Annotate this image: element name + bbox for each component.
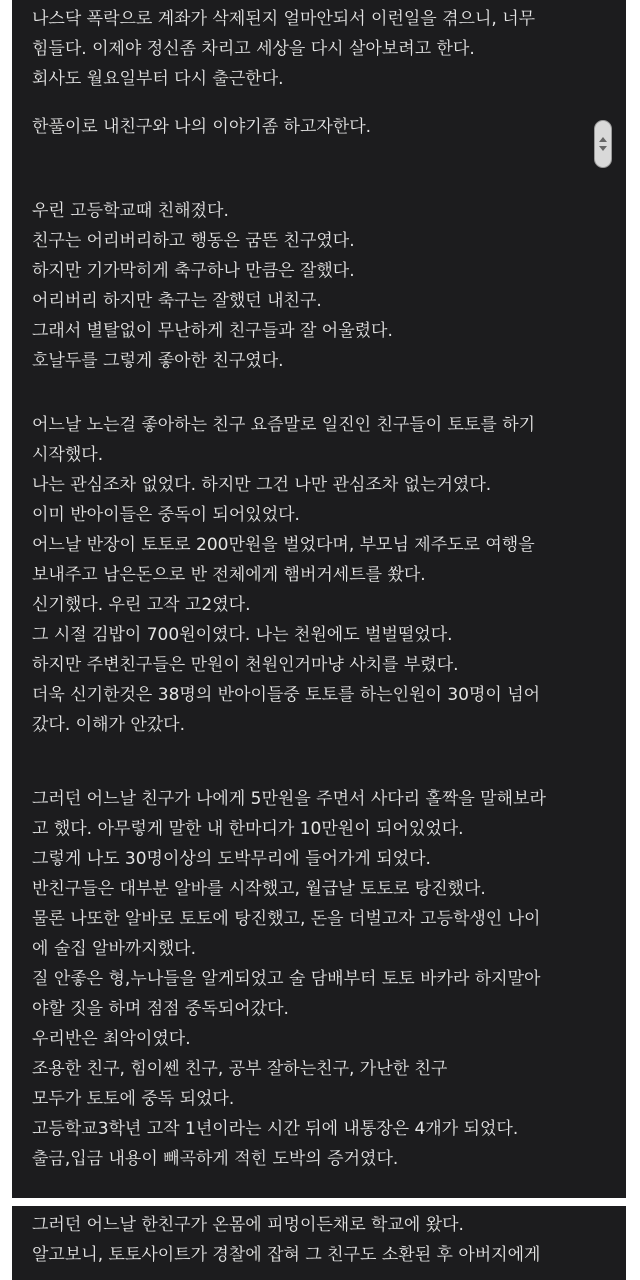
text-line: 신기했다. 우린 고작 고2였다. (32, 595, 251, 615)
text-line: 갔다. 이해가 안갔다. (32, 715, 185, 735)
text-line: 물론 나또한 알바로 토토에 탕진했고, 돈을 더벌고자 고등학생인 나이 (32, 909, 541, 929)
text-line: 시작했다. (32, 445, 104, 465)
text-line: 호날두를 그렇게 좋아한 친구였다. (32, 351, 284, 371)
chevron-down-icon (599, 146, 607, 151)
text-line: 더욱 신기한것은 38명의 반아이들중 토토를 하는인원이 30명이 넘어 (32, 685, 541, 705)
paragraph-2 (32, 112, 371, 142)
text-line: 친구는 어리버리하고 행동은 굼뜬 친구였다. (32, 231, 355, 251)
chevron-up-icon (599, 137, 607, 142)
text-line: 질 안좋은 형,누나들을 알게되었고 술 담배부터 토토 바카라 하지말아 (32, 969, 541, 989)
text-line: 이미 반아이들은 중독이 되어있었다. (32, 505, 300, 525)
post-body-panel (12, 0, 626, 1198)
text-line: 야할 짓을 하며 점점 중독되어갔다. (32, 999, 289, 1019)
text-line: 보내주고 남은돈으로 반 전체에게 햄버거세트를 쐈다. (32, 565, 426, 585)
text-line: 어느날 노는걸 좋아하는 친구 요즘말로 일진인 친구들이 토토를 하기 (32, 415, 536, 435)
scroll-handle[interactable] (594, 120, 612, 168)
text-line: 고등학교3학년 고작 1년이라는 시간 뒤에 내통장은 4개가 되었다. (32, 1119, 519, 1139)
paragraph-1 (32, 4, 535, 94)
text-line: 우린 고등학교때 친해졌다. (32, 201, 229, 221)
text-line: 회사도 월요일부터 다시 출근한다. (32, 69, 284, 89)
text-line: 에 술집 알바까지했다. (32, 939, 197, 959)
post-body-panel-continued (12, 1206, 626, 1280)
paragraph-5 (32, 784, 546, 1174)
text-line: 그렇게 나도 30명이상의 도박무리에 들어가게 되었다. (32, 849, 431, 869)
text-line: 나스닥 폭락으로 계좌가 삭제된지 얼마안되서 이런일을 겪으니, 너무 (32, 9, 536, 29)
text-line: 어리버리 하지만 축구는 잘했던 내친구. (32, 291, 322, 311)
text-line: 어느날 반장이 토토로 200만원을 벌었다며, 부모님 제주도로 여행을 (32, 535, 535, 555)
text-line: 알고보니, 토토사이트가 경찰에 잡혀 그 친구도 소환된 후 아버지에게 (32, 1245, 541, 1265)
text-line: 고 했다. 아무렇게 말한 내 한마디가 10만원이 되어있었다. (32, 819, 464, 839)
text-line: 한풀이로 내친구와 나의 이야기좀 하고자한다. (32, 117, 372, 137)
text-line: 그 시절 김밥이 700원이였다. 나는 천원에도 벌벌떨었다. (32, 625, 453, 645)
paragraph-6 (32, 1210, 540, 1270)
text-line: 하지만 주변친구들은 만원이 천원인거마냥 사치를 부렸다. (32, 655, 459, 675)
text-line: 조용한 친구, 힘이쎈 친구, 공부 잘하는친구, 가난한 친구 (32, 1059, 448, 1079)
text-line: 출금,입금 내용이 빼곡하게 적힌 도박의 증거였다. (32, 1149, 399, 1169)
paragraph-3 (32, 196, 393, 376)
text-line: 하지만 기가막히게 축구하나 만큼은 잘했다. (32, 261, 355, 281)
text-line: 우리반은 최악이였다. (32, 1029, 191, 1049)
paragraph-4 (32, 410, 540, 740)
text-line: 반친구들은 대부분 알바를 시작했고, 월급날 토토로 탕진했다. (32, 879, 486, 899)
text-line: 나는 관심조차 없었다. 하지만 그건 나만 관심조차 없는거였다. (32, 475, 492, 495)
text-line: 모두가 토토에 중독 되었다. (32, 1089, 235, 1109)
text-line: 힘들다. 이제야 정신좀 차리고 세상을 다시 살아보려고 한다. (32, 39, 475, 59)
text-line: 그러던 어느날 친구가 나에게 5만원을 주면서 사다리 홀짝을 말해보라 (32, 789, 546, 809)
text-line: 그래서 별탈없이 무난하게 친구들과 잘 어울렸다. (32, 321, 393, 341)
text-line: 그러던 어느날 한친구가 온몸에 피멍이든채로 학교에 왔다. (32, 1215, 464, 1235)
